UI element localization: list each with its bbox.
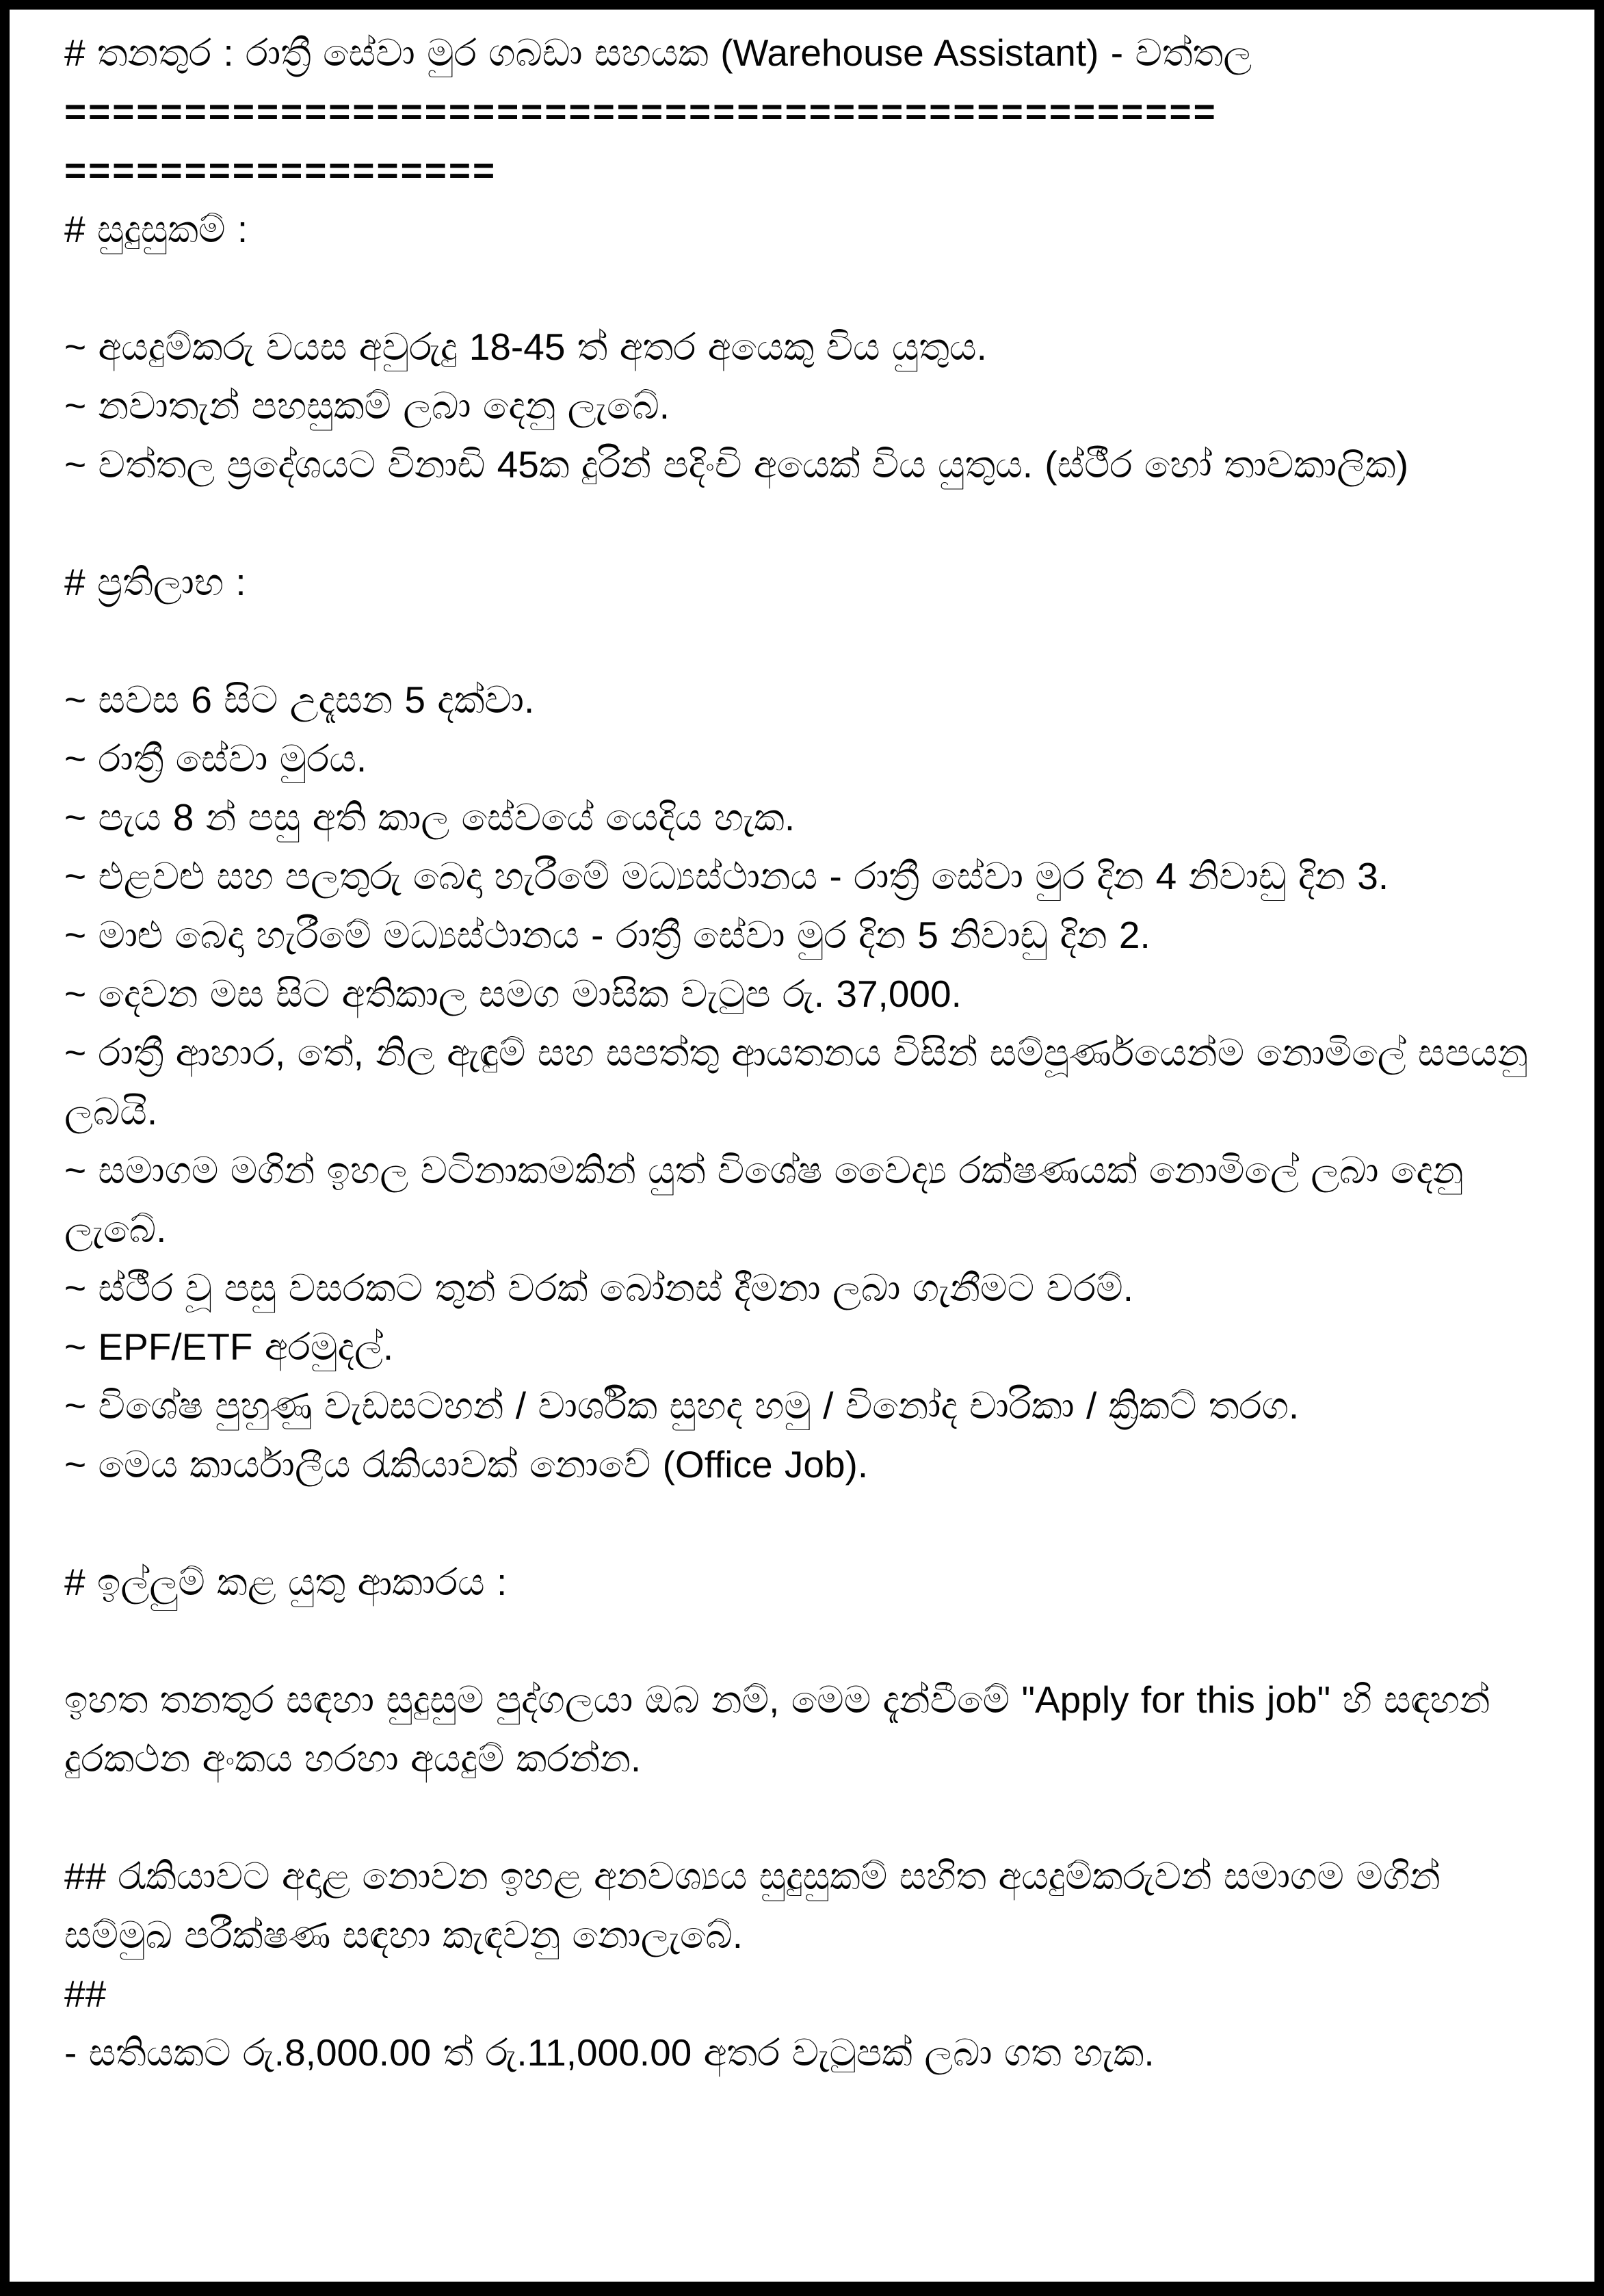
apply-heading: # ඉල්ලුම් කළ යුතු ආකාරය : — [64, 1561, 508, 1603]
benefit-item: ~ දෙවන මස සිට අතිකාල සමග මාසික වැටුප රු. 37,000. — [64, 973, 962, 1015]
blank-line — [64, 259, 1551, 317]
benefit-item: ~ EPF/ETF අරමුදල්. — [64, 1325, 394, 1368]
separator-line-long: ================================================ — [64, 90, 1218, 133]
benefit-item: ~ පැය 8 න් පසු අති කාල සේවයේ යෙදිය හැක. — [64, 796, 796, 839]
benefit-item: ~ ස්ථීර වූ පසු වසරකට තුන් වරක් බෝනස් දීමනා ලබා ගැනීමට වරම්. — [64, 1267, 1133, 1309]
benefit-item: ~ මාළු බෙදා හැරීමේ මධ්‍යස්ථානය - රාත්‍රී සේවා මුර දින 5 නිවාඩු දින 2. — [64, 914, 1151, 956]
blank-line — [64, 611, 1551, 670]
apply-paragraph: ඉහත තනතුර සඳහා සුදුසුම පුද්ගලයා ඔබ නම්, මෙම දැන්වීමේ "Apply for this job" හි සඳහන් දුරකථන අංකය හරහා අයදුම් කරන්න. — [64, 1678, 1490, 1780]
interview-note-close-hashes: ## — [64, 1972, 107, 2015]
qualification-item: ~ නවාතැන් පහසුකම් ලබා දෙනු ලැබේ. — [64, 384, 670, 427]
qualifications-list — [64, 317, 1551, 494]
benefits-heading: # ප්‍රතිලාභ : — [64, 561, 246, 603]
benefit-item: ~ රාත්‍රී ආහාර, තේ, නිල ඇඳුම් සහ සපත්තු ආයතනය විසින් සම්පූර්ණයෙන්ම නොමිලේ සපයනු ලබයි. — [64, 1031, 1528, 1133]
benefit-item: ~ රාත්‍රී සේවා මුරය. — [64, 737, 367, 780]
blank-line — [64, 1611, 1551, 1670]
benefit-item: ~ සවස 6 සිට උදෑසන 5 දක්වා. — [64, 678, 535, 721]
qualification-item: ~ අයදුම්කරු වයස අවුරුදු 18-45 ත් අතර අයෙකු විය යුතුය. — [64, 326, 987, 368]
blank-line — [64, 1788, 1551, 1847]
blank-line — [64, 1494, 1551, 1553]
blank-line — [64, 494, 1551, 553]
benefit-item: ~ එළවළු සහ පලතුරු බෙදා හැරීමේ මධ්‍යස්ථානය - රාත්‍රී සේවා මුර දින 4 නිවාඩු දින 3. — [64, 855, 1389, 897]
benefit-item: ~ මෙය කාර්යාලීය රැකියාවක් නොවේ (Office Job). — [64, 1443, 869, 1486]
qualifications-heading: # සුදුසුකම් : — [64, 208, 248, 250]
qualification-item: ~ වත්තල ප්‍රදේශයට විනාඩි 45ක දුරින් පදිංචි අයෙක් විය යුතුය. (ස්ථීර හෝ තාවකාලික) — [64, 443, 1409, 486]
benefit-item: ~ සමාගම මගින් ඉහල වටිනාකමකින් යුත් විශේෂ වෛද්‍ය රක්ෂණයක් නොමිලේ ලබා දෙනු ලැබේ. — [64, 1149, 1464, 1250]
benefit-item: ~ විශේෂ පුහුණු වැඩසටහන් / වාර්ශික සුහද හමු / විනෝද චාරිකා / ක්‍රිකට් තරග. — [64, 1384, 1300, 1427]
job-title: # තනතුර : රාත්‍රී සේවා මුර ගබඩා සහයක (Warehouse Assistant) - වත්තල — [64, 31, 1252, 74]
benefits-list — [64, 670, 1551, 1494]
interview-note: ## රැකියාවට අදාළ නොවන ඉහළ අනවශ්‍යය සුදුසුකම් සහිත අයදුම්කරුවන් සමාගම මගින් සම්මුඛ පරීක්ෂණ සඳහා කැඳවනු නොලැබේ. — [64, 1855, 1441, 1956]
separator-line-short: ================== — [64, 149, 497, 192]
weekly-salary-note: - සතියකට රු.8,000.00 ත් රු.11,000.00 අතර වැටුපක් ලබා ගත හැක. — [64, 2031, 1155, 2074]
